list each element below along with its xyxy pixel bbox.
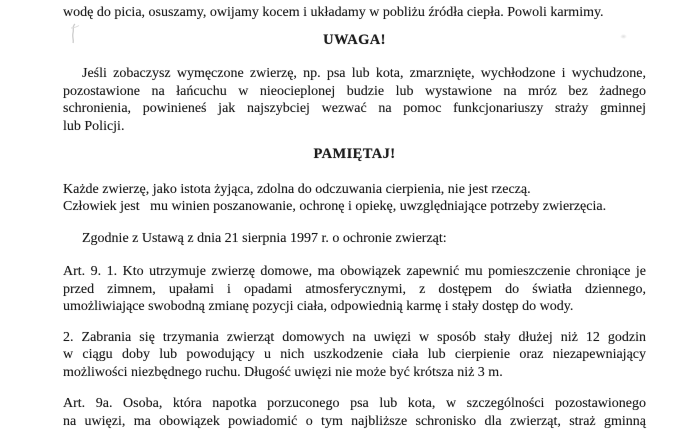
- text-line: Każde zwierzę, jako istota żyjąca, zdolna do odczuwania cierpienia, nie jest rzeczą.: [63, 181, 531, 197]
- text-line: umożliwiające swobodną zmianę pozycji ciała, odpowiednią karmę i stały dostęp do wody.: [63, 299, 574, 314]
- text-line: Jeśli zobaczysz wymęczone zwierzę, np. psa lub kota, zmarznięte, wychłodzone i wychudzone,: [82, 66, 646, 81]
- art9-1-paragraph: [63, 263, 646, 316]
- text-line: Art. 9a. Osoba, która napotka porzuconego psa lub kota, w szczególności pozostawionego: [63, 396, 646, 411]
- art9a-paragraph: [63, 395, 646, 430]
- text-line: możliwości niezbędnego ruchu. Długość uwięzi nie może być krótsza niż 3 m.: [63, 364, 503, 380]
- heading-pamietaj: PAMIĘTAJ!: [313, 146, 396, 162]
- heading-uwaga: UWAGA!: [323, 31, 386, 48]
- text-line: na uwięzi, ma obowiązek powiadomić o tym najbliższe schronisko dla zwierząt, straż gminną: [63, 413, 646, 429]
- text-line: w ciągu doby lub powodujący u nich uszkodzenie ciała lub cierpienie oraz niezapewniający: [63, 347, 646, 362]
- warning-paragraph: [63, 65, 646, 135]
- text-line: lub Policji.: [63, 118, 125, 134]
- text-line: pozostawione na łańcuchu w nieocieplonej budzie lub wystawione na mróz bez żadnego: [63, 83, 646, 99]
- law-intro-line: Zgodnie z Ustawą z dnia 21 sierpnia 1997 r. o ochronie zwierząt:: [82, 230, 447, 246]
- remember-paragraph: [63, 181, 646, 216]
- art9-2-paragraph: [63, 329, 646, 382]
- text-line: 2. Zabrania się trzymania zwierząt domowych na uwięzi w sposób stały dłużej niż 12 godzin: [63, 329, 646, 345]
- text-line: Człowiek jest mu winien poszanowanie, ochronę i opiekę, uwzględniające potrzeby zwierzęcia.: [63, 199, 607, 214]
- text-line: przed zimnem, upałami i opadami atmosferycznymi, z dostępem do światła dziennego,: [63, 281, 646, 297]
- intro-line: wodę do picia, osuszamy, owijamy kocem i układamy w pobliżu źródła ciepła. Powoli karmimy.: [63, 5, 604, 20]
- text-line: Art. 9. 1. Kto utrzymuje zwierzę domowe, ma obowiązek zapewnić mu pomieszczenie chroniące je: [63, 264, 646, 279]
- text-line: schronienia, powinieneś jak najszybciej wezwać na pomoc funkcjonariuszy straży gminnej: [63, 101, 646, 116]
